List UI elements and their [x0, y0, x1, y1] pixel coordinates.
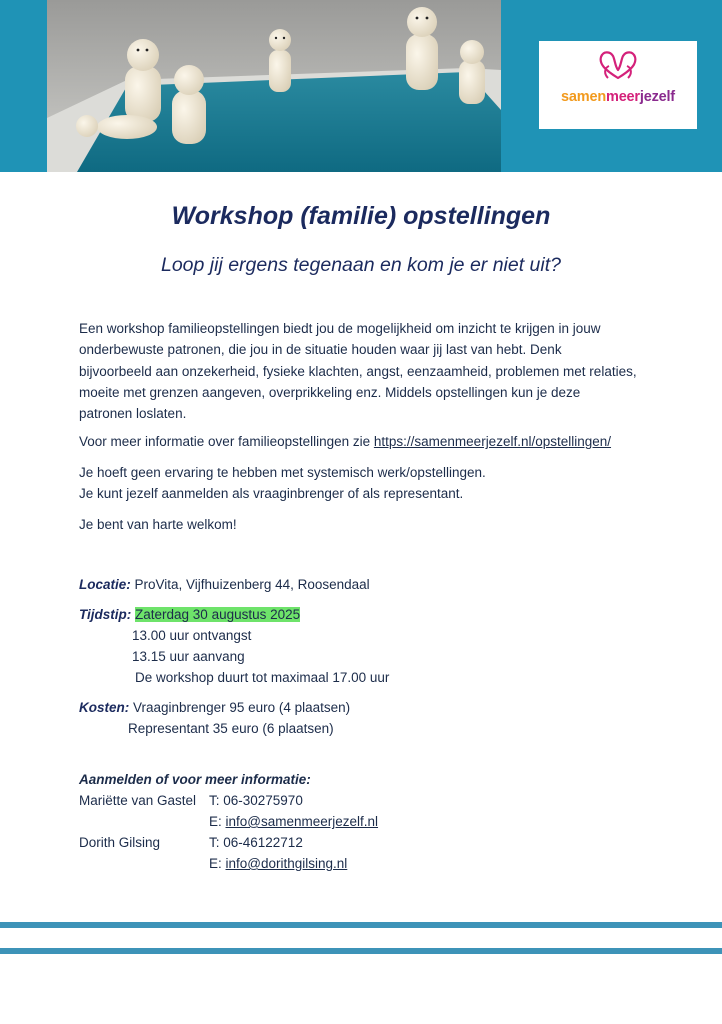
wooden-figures-photo — [47, 0, 501, 172]
email-prefix: E: — [209, 856, 226, 871]
contact-phone-2: T: 06-46122712 — [209, 835, 303, 850]
time-row — [79, 605, 300, 625]
logo — [539, 41, 697, 129]
contact-email-row-1 — [209, 812, 378, 832]
contact-name-1: Mariëtte van Gastel — [79, 793, 197, 808]
time-end: De workshop duurt tot maximaal 17.00 uur — [135, 670, 390, 685]
page-title: Workshop (familie) opstellingen — [171, 202, 551, 230]
location-row — [79, 575, 370, 595]
costs-line-1: Vraaginbrenger 95 euro (4 plaatsen) — [133, 700, 351, 715]
intro-line: onderbewuste patronen, die jou in de situatie houden waar jij last van hebt. Denk — [79, 342, 562, 358]
welcome-text: Je bent van harte welkom! — [79, 517, 237, 532]
email-prefix: E: — [209, 814, 226, 829]
intro-paragraph — [79, 318, 649, 424]
intro-line: Een workshop familieopstellingen biedt jou de mogelijkheid om inzicht te krijgen in jouw — [79, 321, 601, 336]
location-label: Locatie: — [79, 577, 131, 592]
intro-line: bijvoorbeeld aan onzekerheid, fysieke klachten, angst, eenzaamheid, problemen met relaties, — [79, 363, 637, 379]
intro-line: patronen loslaten. — [79, 406, 187, 422]
location-value: ProVita, Vijfhuizenberg 44, Roosendaal — [130, 577, 370, 592]
more-info-text: Voor meer informatie over familieopstellingen zie — [79, 434, 374, 449]
footer-stripe-bottom — [0, 948, 722, 954]
costs-label: Kosten: — [79, 700, 130, 715]
intro-line: moeite met grenzen aangeven, overprikkeling enz. Middels opstellingen kun je deze — [79, 384, 581, 400]
experience-paragraph — [79, 462, 486, 505]
page-subtitle: Loop jij ergens tegenaan en kom je er niet uit? — [160, 254, 562, 276]
footer-stripe-top — [0, 922, 722, 928]
experience-line: Je hoeft geen ervaring te hebben met systemisch werk/opstellingen. — [79, 465, 486, 480]
contact-name-2: Dorith Gilsing — [79, 835, 161, 850]
logo-word-meer: meer — [606, 89, 640, 105]
event-date: Zaterdag 30 augustus 2025 — [135, 607, 301, 622]
costs-line-2: Representant 35 euro (6 plaatsen) — [128, 721, 334, 736]
experience-line: Je kunt jezelf aanmelden als vraaginbrenger of als representant. — [79, 486, 464, 502]
logo-wordmark — [539, 89, 697, 105]
contact-heading: Aanmelden of voor meer informatie: — [79, 772, 311, 787]
contact-email-row-2 — [209, 854, 347, 874]
logo-word-samen: samen — [561, 89, 606, 105]
logo-word-jezelf: jezelf — [639, 89, 675, 105]
contact-phone-1: T: 06-30275970 — [209, 793, 303, 808]
contact-email-link-2[interactable]: info@dorithgilsing.nl — [225, 856, 348, 871]
contact-email-link-1[interactable]: info@samenmeerjezelf.nl — [225, 814, 379, 829]
more-info-paragraph — [79, 431, 611, 452]
opstellingen-link[interactable]: https://samenmeerjezelf.nl/opstellingen/ — [373, 434, 612, 449]
time-start: 13.15 uur aanvang — [132, 649, 245, 664]
time-reception: 13.00 uur ontvangst — [132, 628, 252, 643]
logo-hearts-icon — [595, 48, 641, 84]
figure-1 — [125, 39, 161, 122]
time-label: Tijdstip: — [79, 607, 132, 622]
costs-row — [79, 698, 350, 718]
